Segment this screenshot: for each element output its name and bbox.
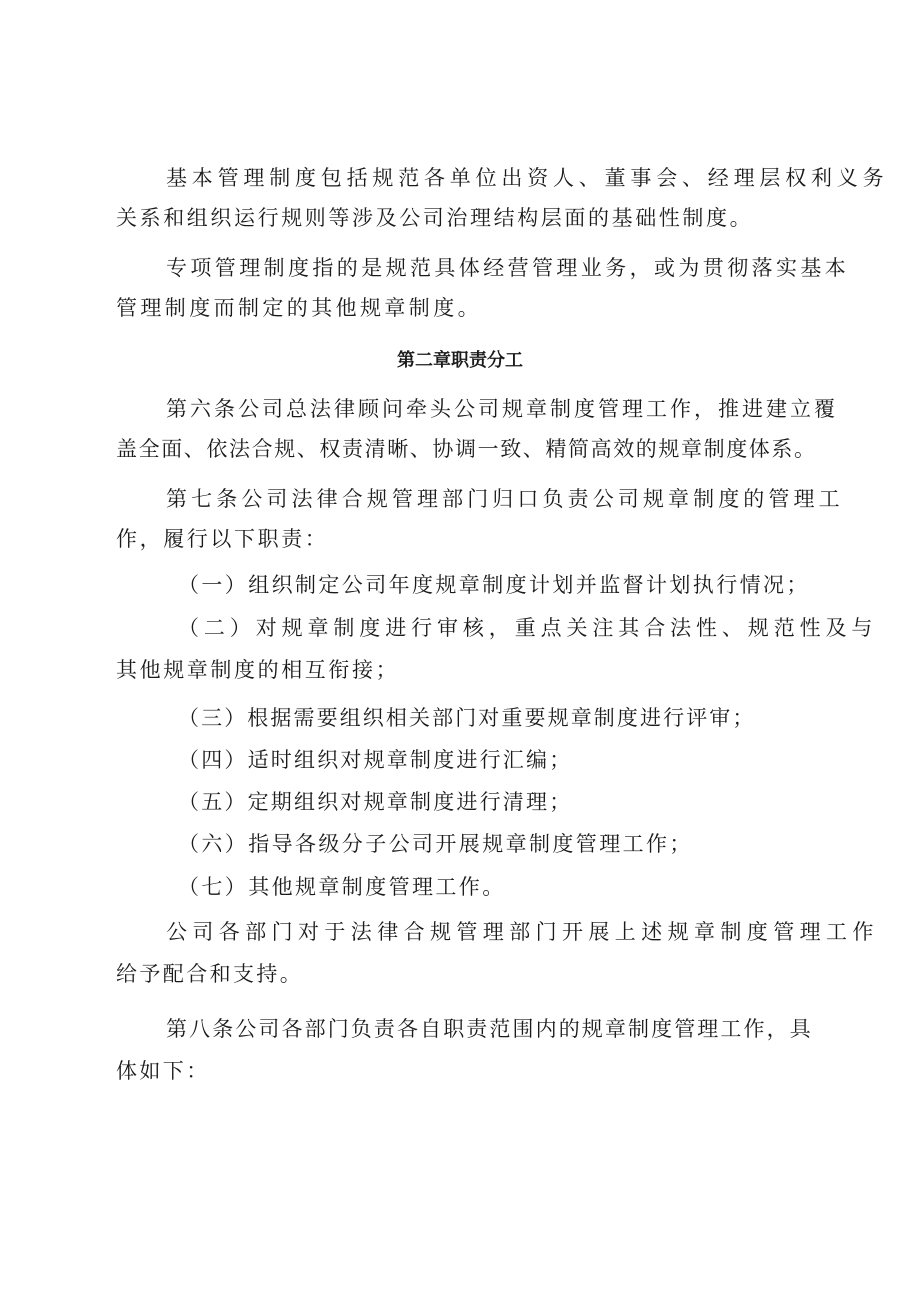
article-7-line-1: 第七条公司法律合规管理部门归口负责公司规章制度的管理工 [166,487,844,511]
duty-item-7: （七）其他规章制度管理工作。 [178,875,506,899]
chapter-heading: 第二章职责分工 [397,350,523,371]
duty-item-1: （一）组织制定公司年度规章制度计划并监督计划执行情况； [178,573,810,597]
duty-item-3: （三）根据需要组织相关部门对重要规章制度进行评审； [178,706,756,730]
duty-item-2-line-1: （二）对规章制度进行审核，重点关注其合法性、规范性及与 [178,616,878,640]
support-paragraph-line-2: 给予配合和支持。 [116,962,304,986]
duty-item-2-line-2: 其他规章制度的相互衔接； [116,658,400,682]
paragraph-basic-management-line-1: 基本管理制度包括规范各单位出资人、董事会、经理层权利义务 [166,166,889,190]
duty-item-4: （四）适时组织对规章制度进行汇编； [178,748,573,772]
article-8-line-1: 第八条公司各部门负责各自职责范围内的规章制度管理工作，具 [166,1017,813,1041]
article-6-line-2: 盖全面、依法合规、权责清晰、协调一致、精简高效的规章制度体系。 [116,437,817,461]
duty-item-6: （六）指导各级分子公司开展规章制度管理工作； [178,832,693,856]
paragraph-special-management-line-1: 专项管理制度指的是规范具体经营管理业务，或为贯彻落实基本 [166,256,850,280]
paragraph-basic-management-line-2: 关系和组织运行规则等涉及公司治理结构层面的基础性制度。 [116,206,754,230]
article-7-line-2: 作，履行以下职责： [116,527,329,551]
duty-item-5: （五）定期组织对规章制度进行清理； [178,790,573,814]
paragraph-special-management-line-2: 管理制度而制定的其他规章制度。 [116,296,482,320]
article-8-line-2: 体如下： [116,1059,210,1083]
article-6-line-1: 第六条公司总法律顾问牵头公司规章制度管理工作，推进建立覆 [166,397,838,421]
support-paragraph-line-1: 公司各部门对于法律合规管理部门开展上述规章制度管理工作 [166,920,879,944]
